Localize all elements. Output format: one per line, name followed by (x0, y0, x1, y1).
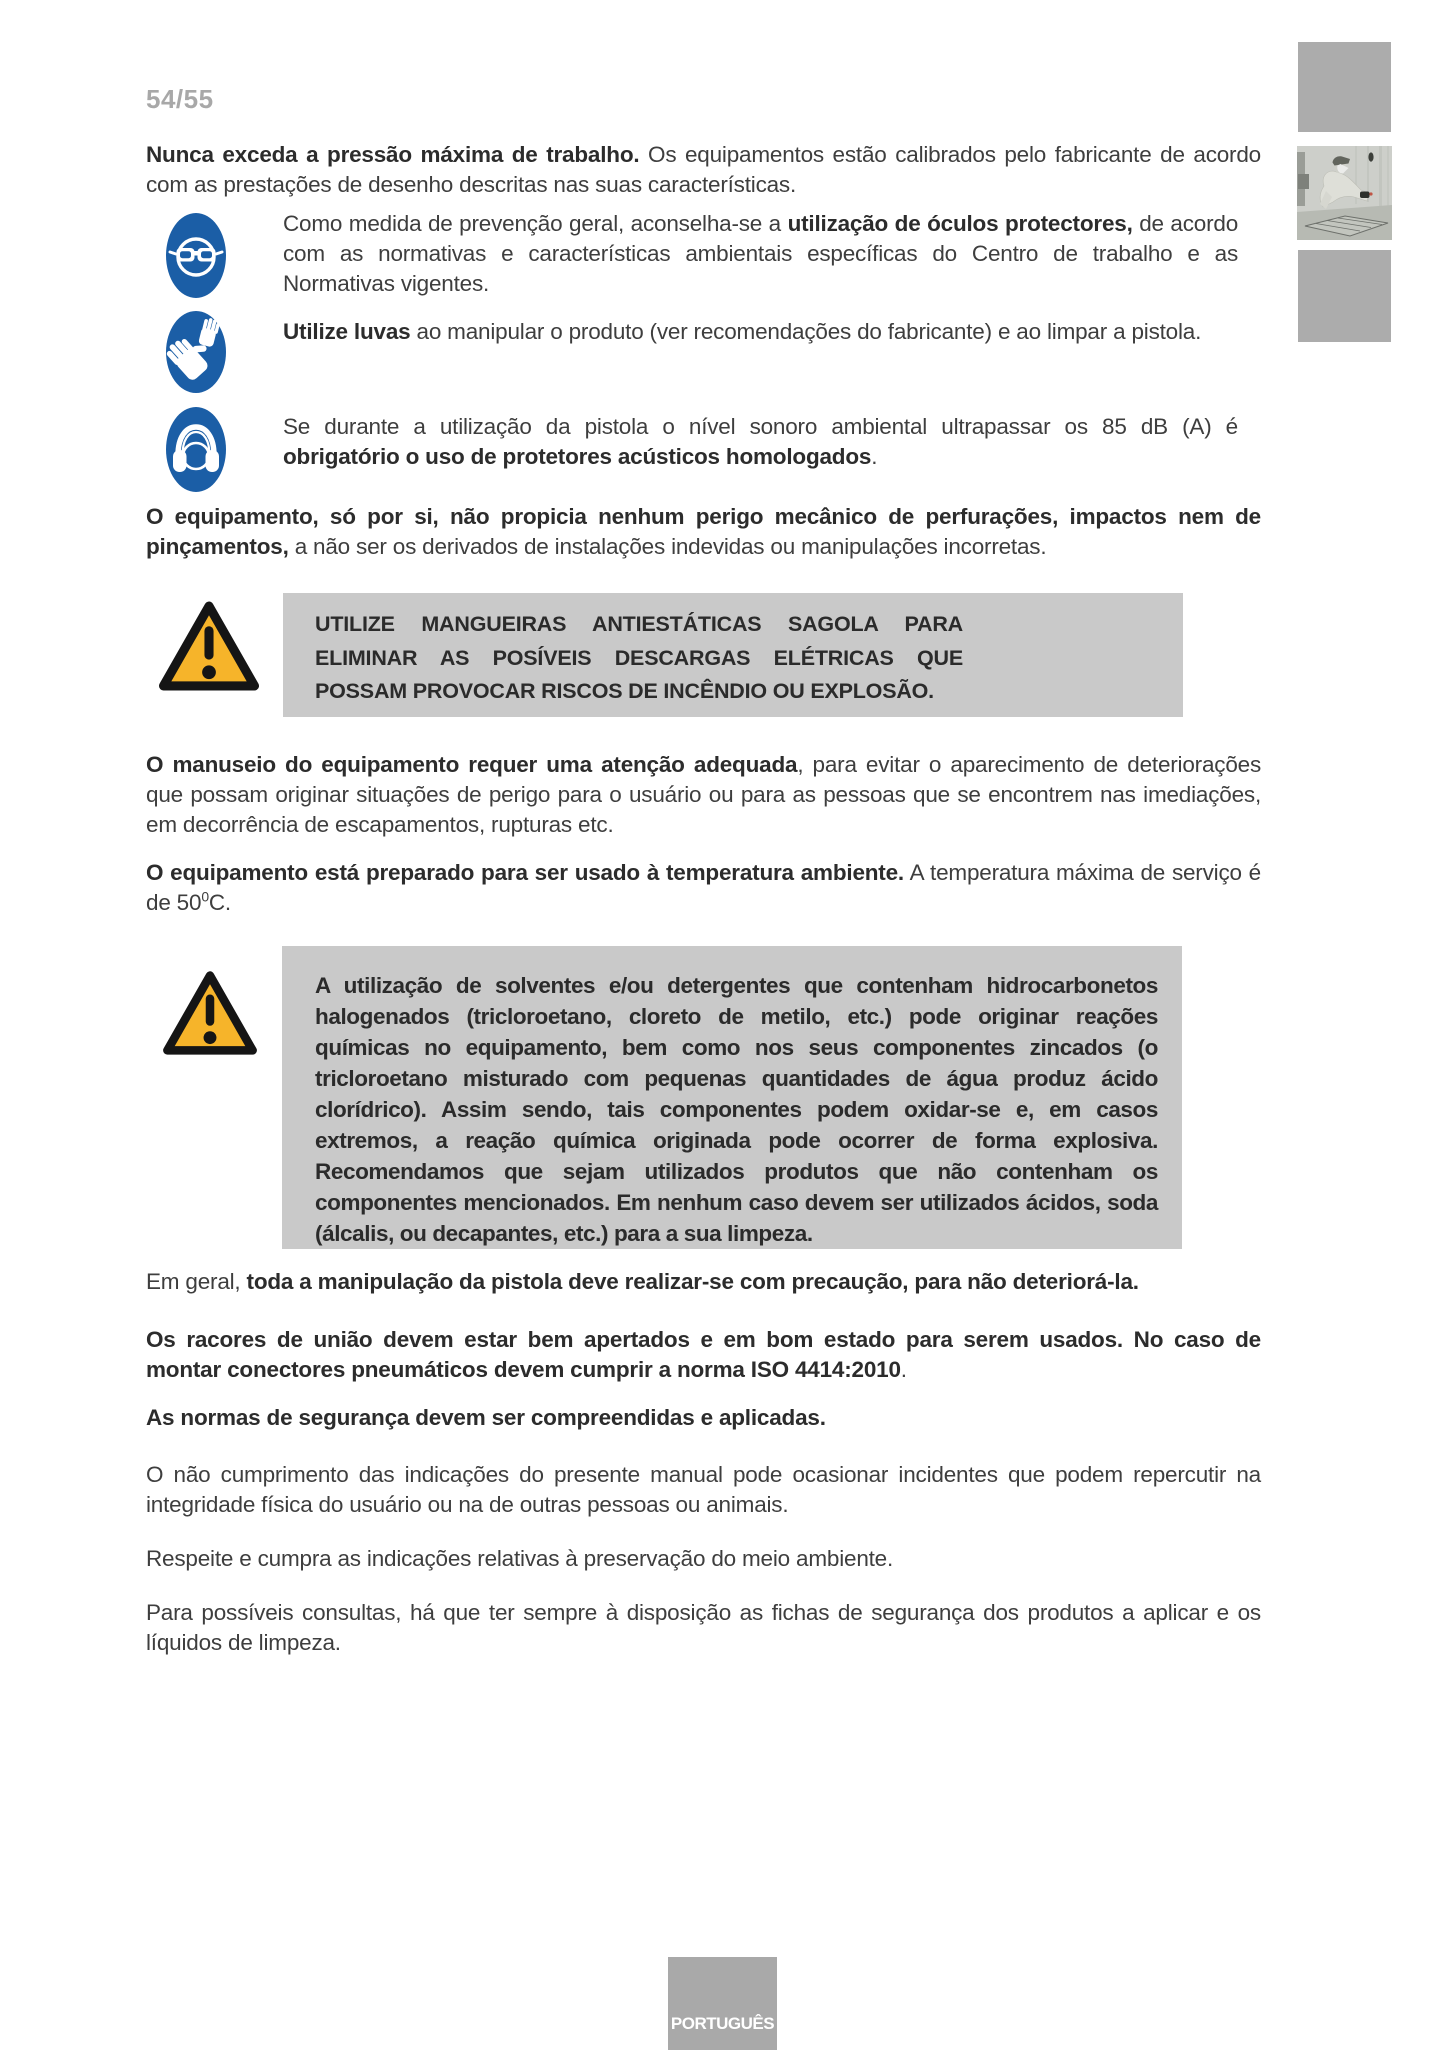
temperature-end-text: C. (208, 890, 231, 915)
ear-pre-text: Se durante a utilização da pistola o nível sonoro ambiental ultrapassar os 85 dB (A) é (283, 414, 1238, 439)
warning-box-solvents (282, 946, 1182, 1249)
paragraph-rules (146, 1403, 1261, 1433)
fittings-rest-text: . (900, 1357, 907, 1382)
paragraph-fittings (146, 1325, 1261, 1385)
paragraph-environment: Respeite e cumpra as indicações relativas à preservação do meio ambiente. (146, 1546, 894, 1571)
safety-item-goggles (283, 209, 1238, 299)
temperature-bold-text: O equipamento está preparado para ser usado à temperatura ambiente. (146, 860, 904, 885)
goggles-pre-text: Como medida de prevenção geral, aconselha-se a (283, 211, 788, 236)
fittings-bold-text: Os racores de união devem estar bem apertados e em bom estado para serem usados. No caso de montar conectores pneumáticos devem cumprir a norma ISO 4414:2010 (146, 1327, 1261, 1382)
mechanical-rest-text: a não ser os derivados de instalações indevidas ou manipulações incorretas. (288, 534, 1047, 559)
safety-item-gloves (283, 317, 1238, 347)
spray-painter-photo (1297, 146, 1392, 240)
rules-bold-text: As normas de segurança devem ser compreendidas e aplicadas. (146, 1405, 826, 1430)
warning-triangle-icon (156, 598, 262, 694)
ear-post-text: . (871, 444, 878, 469)
mechanical-bold-text: O equipamento, só por si, não propicia nenhum perigo mecânico de perfurações, impactos nem de pinçamentos, (146, 504, 1261, 559)
side-gray-block-top (1298, 42, 1391, 132)
warning-box-antistatic (283, 593, 1183, 717)
paragraph-datasheets: Para possíveis consultas, há que ter sempre à disposição as fichas de segurança dos produtos a aplicar e os líquidos de limpeza. (146, 1600, 1261, 1655)
page-number: 54/55 (146, 84, 214, 114)
goggles-bold-text: utilização de óculos protectores, (787, 211, 1133, 236)
gloves-post-text: ao manipular o produto (ver recomendações do fabricante) e ao limpar a pistola. (410, 319, 1202, 344)
goggles-post-text: de acordo com as normativas e características ambientais específicas do Centro de trabalho e as Normativas vigentes. (283, 211, 1239, 296)
gloves-bold-text: Utilize luvas (283, 319, 411, 344)
handling-bold-text: O manuseio do equipamento requer uma atenção adequada (146, 752, 798, 777)
side-gray-block-bottom (1298, 250, 1391, 342)
ear-protection-icon (166, 407, 226, 492)
warning-solvents-text: A utilização de solventes e/ou detergentes que contenham hidrocarbonetos halogenados (tricloroetano, cloreto de metilo, etc.) pode originar reações químicas no equipamento, bem como nos seus componentes zincados (o tricloroetano misturado com pequenas quantidades de água produz ácido clorídrico). Assim sendo, tais componentes podem oxidar-se e, em casos extremos, a reação química originada pode ocorrer de forma explosiva. Recomendamos que sejam utilizados produtos que não contenham os componentes mencionados. Em nenhum caso devem ser utilizados ácidos, soda (álcalis, ou decapantes, etc.) para a sua limpeza. (315, 973, 1158, 1246)
language-tab-portugues (668, 1957, 777, 2050)
goggles-icon (166, 213, 226, 298)
paragraph-noncompliance: O não cumprimento das indicações do presente manual pode ocasionar incidentes que podem repercutir na integridade física do usuário ou na de outras pessoas ou animais. (146, 1462, 1261, 1517)
intro-paragraph (146, 140, 1261, 200)
language-tab-label: PORTUGUÊS (670, 2014, 775, 2033)
temperature-rest-text: A temperatura máxima de serviço é de 50 (146, 860, 1261, 915)
general-pre-text: Em geral, (146, 1269, 247, 1294)
general-bold-text: toda a manipulação da pistola deve realizar-se com precaução, para não deteriorá-la. (246, 1269, 1139, 1294)
intro-rest-text: Os equipamentos estão calibrados pelo fabricante de acordo com as prestações de desenho descritas nas suas características. (146, 142, 1261, 197)
gloves-icon (166, 311, 226, 393)
warning-triangle-icon (158, 968, 262, 1058)
paragraph-handling (146, 750, 1261, 840)
warning-antistatic-text: UTILIZE MANGUEIRAS ANTIESTÁTICAS SAGOLA PARA ELIMINAR AS POSÍVEIS DESCARGAS ELÉTRICAS QUE POSSAM PROVOCAR RISCOS DE INCÊNDIO OU EXPLOSÃO. (315, 612, 963, 703)
ear-bold-text: obrigatório o uso de protetores acústicos homologados (283, 444, 872, 469)
handling-rest-text: , para evitar o aparecimento de deteriorações que possam originar situações de perigo para o usuário ou para as pessoas que se encontrem nas imediações, em decorrência de escapamentos, rupturas etc. (146, 752, 1262, 837)
safety-item-ear (283, 412, 1238, 472)
intro-bold-text: Nunca exceda a pressão máxima de trabalho. (146, 142, 640, 167)
paragraph-mechanical (146, 502, 1261, 562)
paragraph-temperature (146, 858, 1261, 918)
paragraph-general (146, 1267, 1261, 1297)
temperature-superscript: 0 (201, 888, 209, 905)
